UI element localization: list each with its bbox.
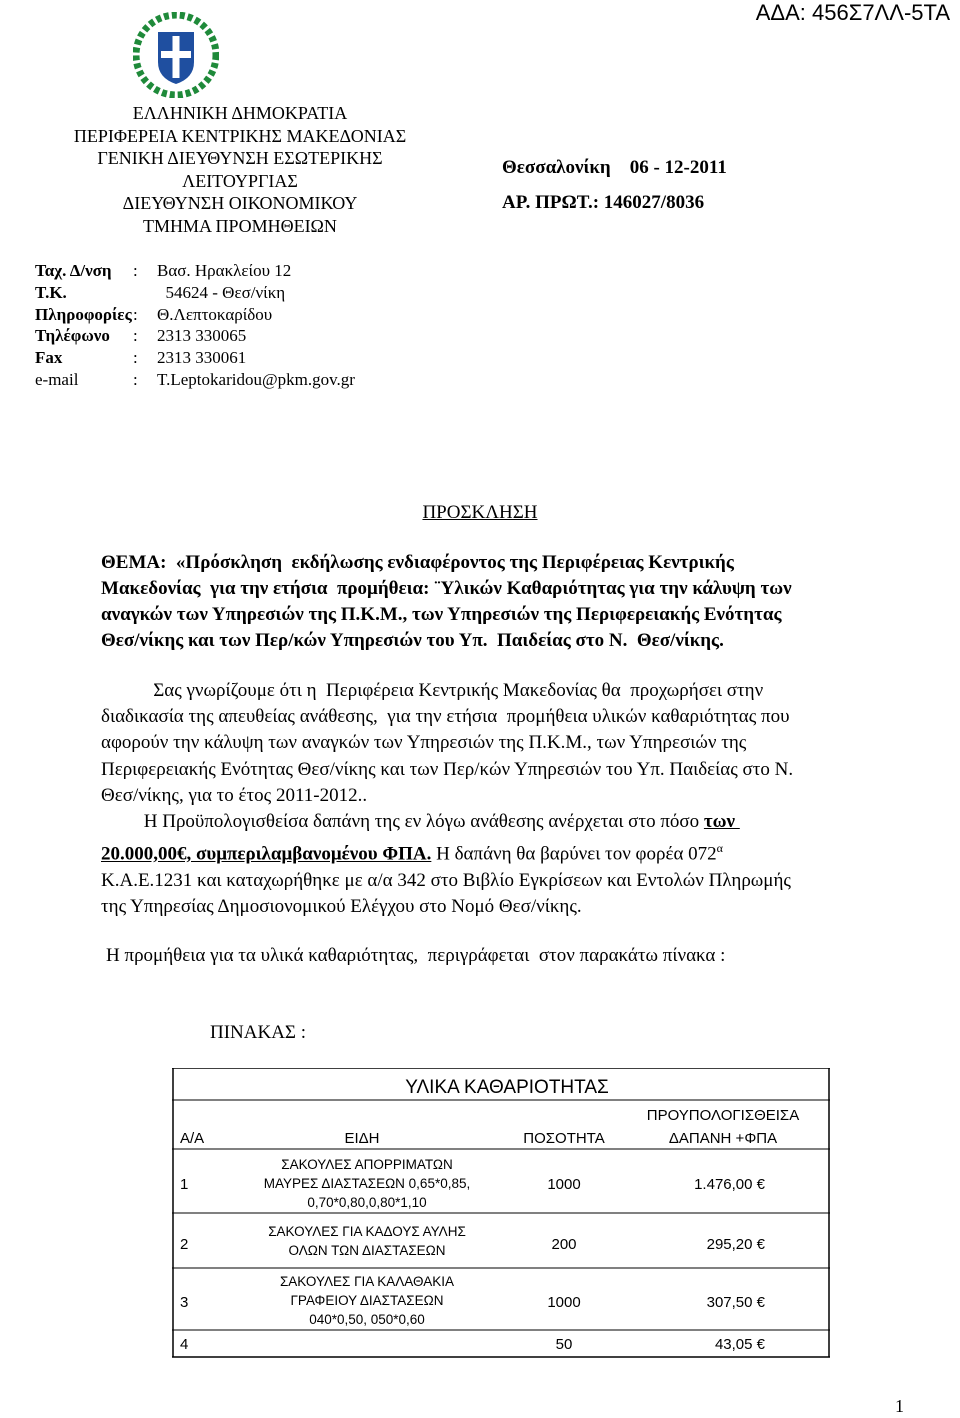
- row3-quantity: 1000: [547, 1294, 581, 1311]
- row2-aa: 2: [180, 1236, 189, 1253]
- budget-charge-text: Η δαπάνη θα βαρύνει τον φορέα 072: [431, 843, 717, 865]
- row3-item-line: ΓΡΑΦΕΙΟΥ ΔΙΑΣΤΑΣΕΩΝ: [290, 1293, 444, 1308]
- table-title: ΥΛΙΚΑ ΚΑΘΑΡΙΟΤΗΤΑΣ: [405, 1077, 609, 1098]
- row4-aa: 4: [180, 1336, 189, 1353]
- contact-label: Τ.Κ.: [35, 282, 67, 302]
- body-line: της Υπηρεσίας Δημοσιονομικού Ελέγχου στο Νομό Θεσ/νίκης.: [101, 895, 582, 917]
- budget-amount-line: [101, 835, 901, 868]
- body-paragraph: [101, 678, 901, 920]
- authority-line: ΓΕΝΙΚΗ ΔΙΕΥΘΥΝΣΗ ΕΣΩΤΕΡΙΚΗΣ: [97, 148, 383, 169]
- row1-aa: 1: [180, 1176, 189, 1193]
- body-line: Κ.Α.Ε.1231 και καταχωρήθηκε με α/α 342 στο Βιβλίο Εγκρίσεων και Εντολών Πληρωμής: [101, 869, 791, 891]
- body-line: Περιφερειακής Ενότητας Θεσ/νίκης και των Περ/κών Υπηρεσιών του Υπ. Παιδείας στο Ν.: [101, 758, 794, 780]
- contact-value: Θ.Λεπτοκαρίδου: [157, 304, 273, 324]
- subject-paragraph: [101, 550, 901, 654]
- contact-separator: :: [133, 348, 138, 368]
- authority-line: ΔΙΕΥΘΥΝΣΗ ΟΙΚΟΝΟΜΙΚΟΥ: [122, 193, 358, 214]
- header-cost-line1: ΠΡΟΥΠΟΛΟΓΙΣΘΕΙΣΑ: [646, 1107, 800, 1124]
- email-link[interactable]: T.Leptokaridou@pkm.gov.gr: [157, 369, 355, 389]
- contact-value: Βασ. Ηρακλείου 12: [157, 261, 292, 280]
- row2-item-line: ΟΛΩΝ ΤΩΝ ΔΙΑΣΤΑΣΕΩΝ: [288, 1243, 446, 1258]
- ada-code: ΑΔΑ: 456Σ7ΛΛ-5ΤΑ: [755, 0, 950, 25]
- row3-cost: 307,50 €: [706, 1294, 765, 1311]
- row2-quantity: 200: [551, 1236, 577, 1253]
- contact-label: Τηλέφωνο: [35, 326, 110, 346]
- contact-separator: :: [133, 304, 138, 324]
- contact-value: 2313 330065: [157, 326, 247, 346]
- row2-item-line: ΣΑΚΟΥΛΕΣ ΓΙΑ ΚΑΔΟΥΣ ΑΥΛΗΣ: [268, 1224, 466, 1239]
- row4-cost: 43,05 €: [714, 1336, 765, 1353]
- row1-item-line: 0,70*0,80,0,80*1,10: [307, 1195, 427, 1210]
- budget-text: Η Προϋπολογισθείσα δαπάνη της εν λόγω ανάθεσης ανέρχεται στο πόσο: [101, 811, 704, 833]
- row1-cost: 1.476,00 €: [694, 1176, 765, 1193]
- row1-quantity: 1000: [547, 1176, 581, 1193]
- invitation-title: ΠΡΟΣΚΛΗΣΗ: [422, 502, 538, 523]
- subject-line: Μακεδονίας για την ετήσια προμήθεια: ¨Υλικών Καθαριότητας για την κάλυψη των: [101, 578, 792, 599]
- protocol-number: ΑΡ. ΠΡΩΤ.: 146027/8036: [502, 192, 705, 213]
- row4-quantity: 50: [555, 1336, 573, 1353]
- contact-value: 2313 330061: [157, 348, 247, 368]
- authority-line: ΠΕΡΙΦΕΡΕΙΑ ΚΕΝΤΡΙΚΗΣ ΜΑΚΕΔΟΝΙΑΣ: [73, 125, 407, 146]
- table-label: ΠΙΝΑΚΑΣ :: [210, 1022, 307, 1043]
- row3-item-line: 040*0,50, 050*0,60: [309, 1312, 425, 1327]
- greek-coat-of-arms-emblem: [133, 12, 219, 98]
- place-and-date: Θεσσαλονίκη 06 - 12-2011: [502, 157, 727, 178]
- row3-aa: 3: [180, 1294, 189, 1311]
- row1-item-line: ΜΑΥΡΕΣ ΔΙΑΣΤΑΣΕΩΝ 0,65*0,85,: [263, 1176, 471, 1191]
- contact-label: e-mail: [35, 369, 79, 389]
- page-number: 1: [895, 1396, 904, 1416]
- row2-cost: 295,20 €: [706, 1236, 765, 1253]
- authority-line: ΤΜΗΜΑ ΠΡΟΜΗΘΕΙΩΝ: [143, 215, 337, 236]
- contact-separator: :: [133, 326, 138, 346]
- cleaning-supplies-table: [172, 1068, 830, 1358]
- superscript-alpha: α: [716, 841, 723, 856]
- authority-line: ΛΕΙΤΟΥΡΓΙΑΣ: [182, 170, 298, 191]
- budget-line: [101, 809, 901, 835]
- body-line: Θεσ/νίκης, για το έτος 2011-2012..: [101, 784, 368, 806]
- header-aa: Α/Α: [180, 1130, 205, 1147]
- header-cost-line2: ΔΑΠΑΝΗ +ΦΠΑ: [668, 1130, 778, 1147]
- contact-label: Ταχ. Δ/νση: [35, 261, 112, 280]
- budget-amount-start: των: [703, 811, 740, 833]
- budget-amount: 20.000,00€, συμπεριλαμβανομένου ΦΠΑ.: [101, 843, 432, 865]
- subject-line: Θεσ/νίκης και των Περ/κών Υπηρεσιών του Υπ. Παιδείας στο Ν. Θεσ/νίκης.: [101, 630, 724, 651]
- subject-line: αναγκών των Υπηρεσιών της Π.Κ.Μ., των Υπηρεσιών της Περιφερειακής Ενότητας: [101, 604, 782, 625]
- body-line: αφορούν την κάλυψη των αναγκών των Υπηρεσιών της Π.Κ.Μ., των Υπηρεσιών της: [101, 732, 747, 754]
- contact-separator: :: [133, 261, 138, 280]
- contact-label: Πληροφορίες: [35, 304, 132, 324]
- header-quantity: ΠΟΣΟΤΗΤΑ: [523, 1130, 605, 1147]
- subject-line: ΘΕΜΑ: «Πρόσκληση εκδήλωσης ενδιαφέροντος της Περιφέρειας Κεντρικής: [101, 552, 734, 573]
- row1-item-line: ΣΑΚΟΥΛΕΣ ΑΠΟΡΡΙΜΑΤΩΝ: [281, 1157, 453, 1172]
- body-line: Σας γνωρίζουμε ότι η Περιφέρεια Κεντρικής Μακεδονίας θα προχωρήσει στην: [101, 680, 764, 701]
- body-line: διαδικασία της απευθείας ανάθεσης, για την ετήσια προμήθεια υλικών καθαριότητας που: [101, 706, 790, 728]
- contact-value: 54624 - Θεσ/νίκη: [157, 282, 286, 302]
- row3-item-line: ΣΑΚΟΥΛΕΣ ΓΙΑ ΚΑΛΑΘΑΚΙΑ: [279, 1274, 455, 1289]
- issuing-authority: [60, 102, 420, 238]
- table-intro: Η προμήθεια για τα υλικά καθαριότητας, περιγράφεται στον παρακάτω πίνακα :: [106, 945, 726, 966]
- header-items: ΕΙΔΗ: [344, 1130, 380, 1147]
- authority-line: ΕΛΛΗΝΙΚΗ ΔΗΜΟΚΡΑΤΙΑ: [132, 103, 348, 123]
- contact-label: Fax: [35, 348, 63, 368]
- contact-separator: :: [133, 369, 138, 389]
